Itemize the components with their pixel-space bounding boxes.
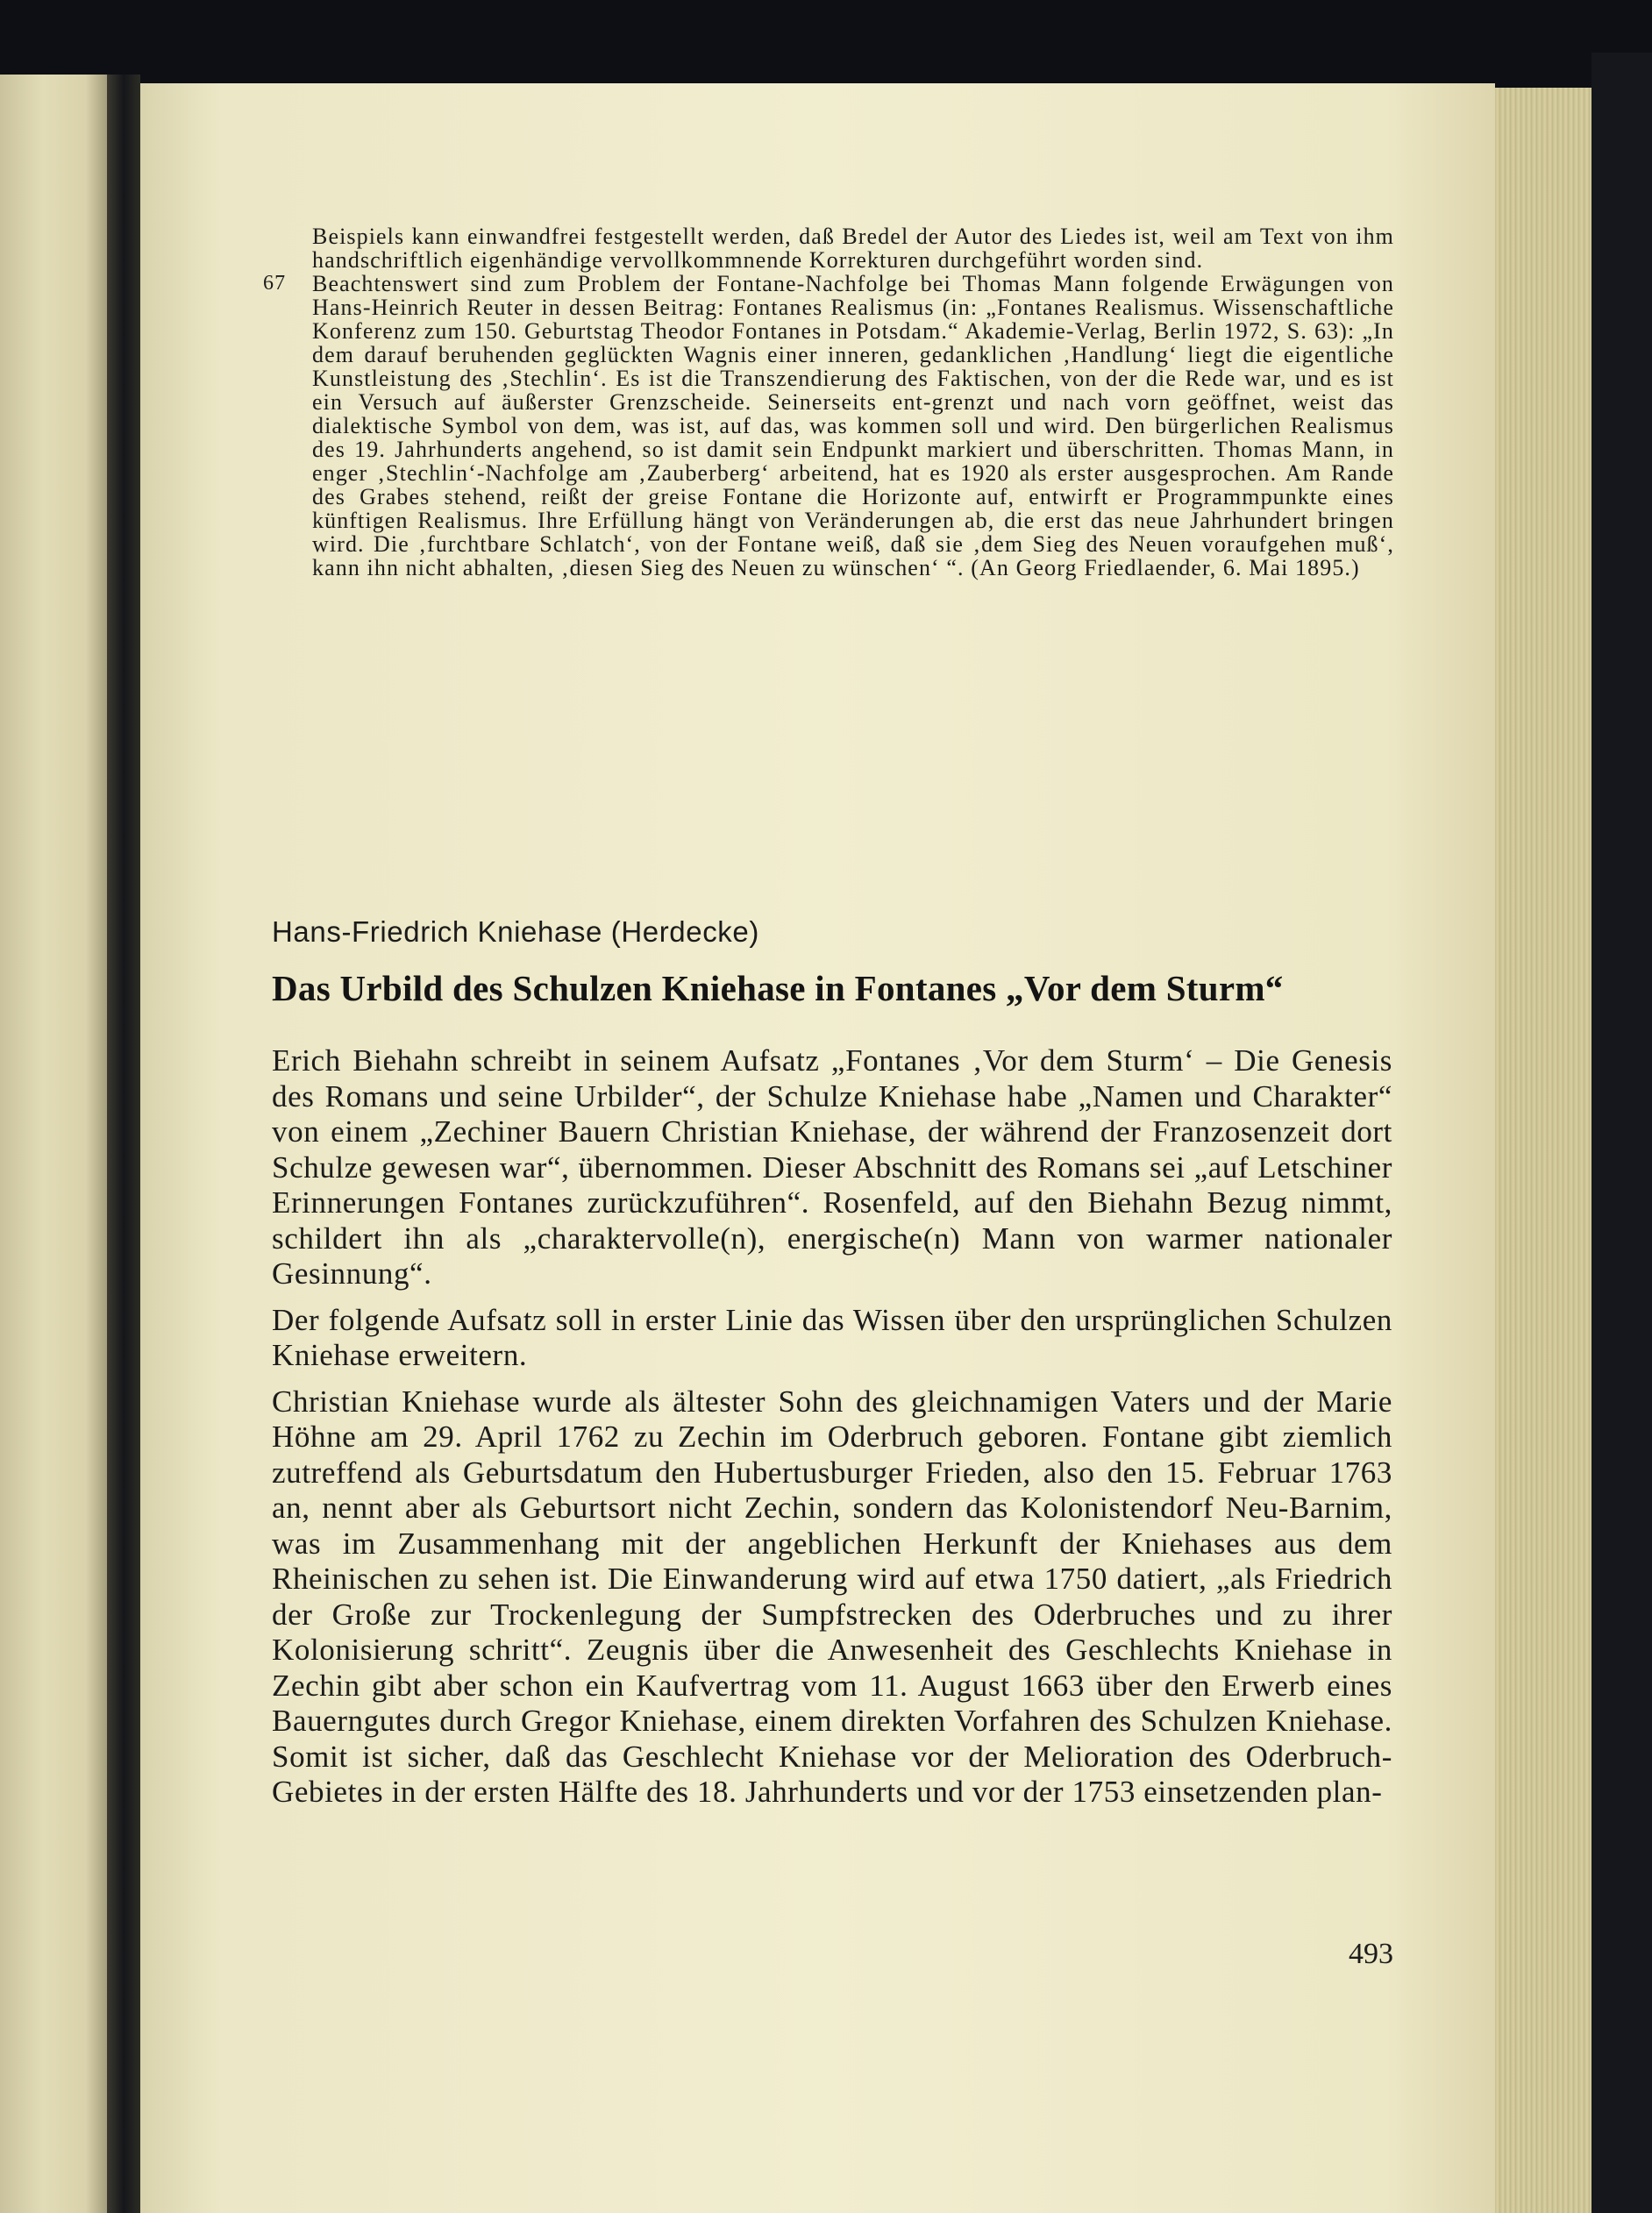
article-title: Das Urbild des Schulzen Kniehase in Fontanes „Vor dem Sturm“ xyxy=(272,968,1284,1008)
article-author: Hans-Friedrich Kniehase (Herdecke) xyxy=(272,915,759,948)
book-cover-edge xyxy=(1591,53,1652,2213)
body-paragraph: Der folgende Aufsatz soll in erster Linie das Wissen über den ursprünglichen Schulzen Kniehase erweitern. xyxy=(272,1302,1392,1372)
page-number: 493 xyxy=(1349,1938,1393,1970)
body-paragraph: Christian Kniehase wurde als ältester Sohn des gleichnamigen Vaters und der Marie Höhne am 29. April 1762 zu Zechin im Oderbruch geboren. Fontane gibt ziemlich zutreffend als Geburtsdatum den Hubertusburger Frieden, also den 15. Februar 1763 an, nennt aber als Geburtsort nicht Zechin, sondern das Kolonistendorf Neu-Barnim, was im Zusammenhang mit der angeblichen Herkunft der Kniehases aus dem Rheinischen zu sehen ist. Die Einwanderung wird auf etwa 1750 datiert, „als Friedrich der Große zur Trockenlegung der Sumpfstrecken des Oderbruches und zu ihrer Kolonisierung schritt“. Zeugnis über die Anwesenheit des Geschlechts Kniehase in Zechin gibt aber schon ein Kaufvertrag vom 11. August 1663 über den Erwerb eines Bauerngutes durch Gregor Kniehase, einem direkten Vorfahren des Schulzen Kniehase. Somit ist sicher, daß das Geschlecht Kniehase vor der Melioration des Oderbruch-Gebietes in der ersten Hälfte des 18. Jahrhunderts und vor der 1753 einsetzenden plan- xyxy=(272,1384,1392,1809)
left-page-edge xyxy=(0,75,107,2213)
footnote-number: 67 xyxy=(263,272,287,295)
footnote-continuation: Beispiels kann einwandfrei festgestellt werden, daß Bredel der Autor des Liedes ist, weil am Text von ihm handschriftlich eigenhändige vervollkommnende Korrekturen durchgeführt worden sind. xyxy=(312,224,1394,273)
article-body xyxy=(272,1043,1392,1821)
body-paragraph: Erich Biehahn schreibt in seinem Aufsatz „Fontanes ‚Vor dem Sturm‘ – Die Genesis des Romans und seine Urbilder“, der Schulze Kniehase habe „Namen und Charakter“ von einem „Zechiner Bauern Christian Kniehase, der während der Franzosenzeit dort Schulze gewesen war“, übernommen. Dieser Abschnitt des Romans sei „auf Letschiner Erinnerungen Fontanes zurückzuführen“. Rosenfeld, auf den Biehahn Bezug nimmt, schildert ihn als „charaktervolle(n), energische(n) Mann von warmer nationaler Gesinnung“. xyxy=(272,1043,1392,1291)
footnote-text: Beachtenswert sind zum Problem der Fontane-Nachfolge bei Thomas Mann folgende Erwägungen von Hans-Heinrich Reuter in dessen Beitrag: Fontanes Realismus (in: „Fontanes Realismus. Wissenschaftliche Konferenz zum 150. Geburtstag Theodor Fontanes in Potsdam.“ Akademie-Verlag, Berlin 1972, S. 63): „In dem darauf beruhenden geglückten Wagnis einer inneren, gedanklichen ‚Handlung‘ liegt die eigentliche Kunstleistung des ‚Stechlin‘. Es ist die Transzendierung des Faktischen, von der die Rede war, und es ist ein Versuch auf äußerster Grenzscheide. Seinerseits ent-grenzt und nach vorn geöffnet, weist das dialektische Symbol von dem, was ist, auf das, was kommen soll und wird. Den bürgerlichen Realismus des 19. Jahrhunderts angehend, so ist damit sein Endpunkt markiert und überschritten. Thomas Mann, in enger ‚Stechlin‘-Nachfolge am ‚Zauberberg‘ arbeitend, hat es 1920 als erster ausgesprochen. Am Rande des Grabes stehend, reißt der greise Fontane die Horizonte auf, entwirft er Programmpunkte eines künftigen Realismus. Ihre Erfüllung hängt von Veränderungen ab, die erst das neue Jahrhundert bringen wird. Die ‚furchtbare Schlatch‘, von der Fontane weiß, daß sie ‚dem Sieg des Neuen voraufgehen muß‘, kann ihn nicht abhalten, ‚diesen Sieg des Neuen zu wünschen‘ “. (An Georg Friedlaender, 6. Mai 1895.) xyxy=(312,271,1394,580)
page-stack-edge xyxy=(1495,88,1591,2213)
book-gutter xyxy=(107,75,140,2213)
footnotes xyxy=(263,224,1394,580)
footnote-67 xyxy=(263,272,1394,580)
